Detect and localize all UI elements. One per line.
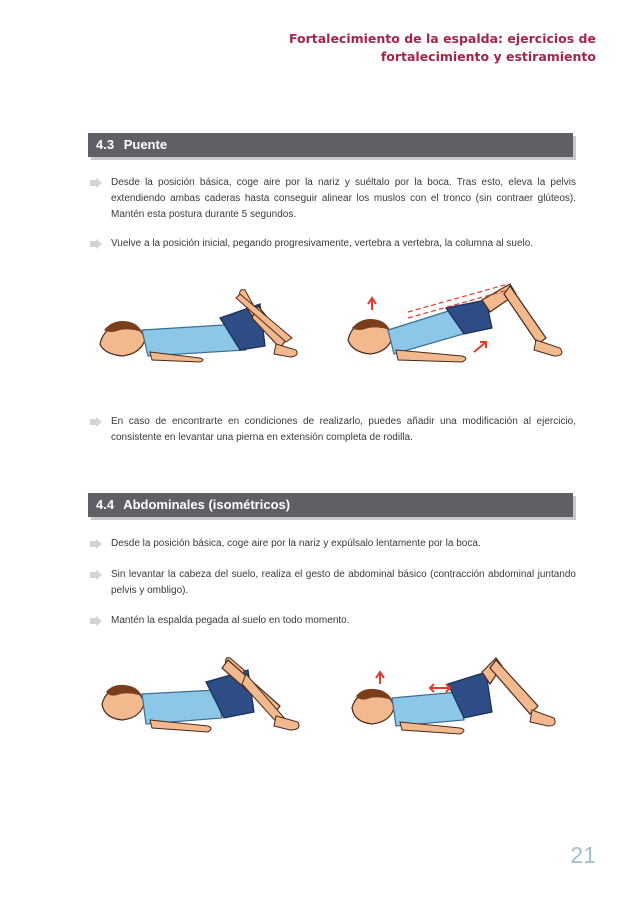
- section-number: 4.3: [96, 137, 115, 152]
- list-item: [88, 175, 576, 223]
- header-title-line1: Fortalecimiento de la espalda: ejercicios de: [288, 31, 596, 46]
- bullet-text: Vuelve a la posición inicial, pegando progresivamente, vertebra a vertebra, la columna al suelo.: [111, 238, 534, 249]
- figure-abdominal-contraction: [352, 658, 555, 734]
- figure-bridge: [348, 284, 562, 362]
- bullet-arrow-icon: [90, 539, 104, 549]
- bullet-text: En caso de encontrarte en condiciones de realizarlo, puedes añadir una modificación al ejercicio, consistente en levantar una pierna en extensión completa de rodilla.: [111, 416, 576, 443]
- bullet-arrow-icon: [90, 417, 104, 427]
- bullet-text: Desde la posición básica, coge aire por la nariz y suéltalo por la boca. Tras esto, eleva la pelvis extendiendo ambas caderas hasta conseguir alinear los muslos con el tronco (sin contraer glúteos). Mantén esta postura durante 5 segundos.: [111, 177, 576, 220]
- bullet-arrow-icon: [90, 570, 104, 580]
- bullet-text: Desde la posición básica, coge aire por la nariz y expúlsalo lentamente por la boca.: [111, 538, 481, 549]
- section-title: Abdominales (isométricos): [123, 497, 291, 512]
- figure-resting: [102, 658, 299, 732]
- list-item: [88, 414, 576, 446]
- bullet-text: Sin levantar la cabeza del suelo, realiza el gesto de abdominal básico (contracción abdominal juntando pelvis y ombligo).: [111, 569, 576, 596]
- bullet-arrow-icon: [90, 178, 104, 188]
- header-title-line2: fortalecimiento y estiramiento: [380, 49, 596, 64]
- list-item: [88, 567, 576, 599]
- bullet-arrow-icon: [90, 239, 104, 249]
- section-heading-4-3: [88, 133, 573, 157]
- figure-resting: [100, 290, 297, 362]
- abdominal-exercise-illustration: [88, 648, 580, 748]
- bridge-exercise-illustration: [90, 278, 580, 378]
- bullet-arrow-icon: [90, 616, 104, 626]
- list-item: [88, 536, 576, 552]
- section-heading-4-4: [88, 493, 573, 517]
- page-number: 21: [570, 842, 596, 868]
- bullet-text: Mantén la espalda pegada al suelo en todo momento.: [111, 615, 350, 626]
- section-number: 4.4: [96, 497, 115, 512]
- list-item: [88, 236, 576, 252]
- page-header: [176, 30, 596, 66]
- list-item: [88, 613, 576, 629]
- section-title: Puente: [123, 137, 168, 152]
